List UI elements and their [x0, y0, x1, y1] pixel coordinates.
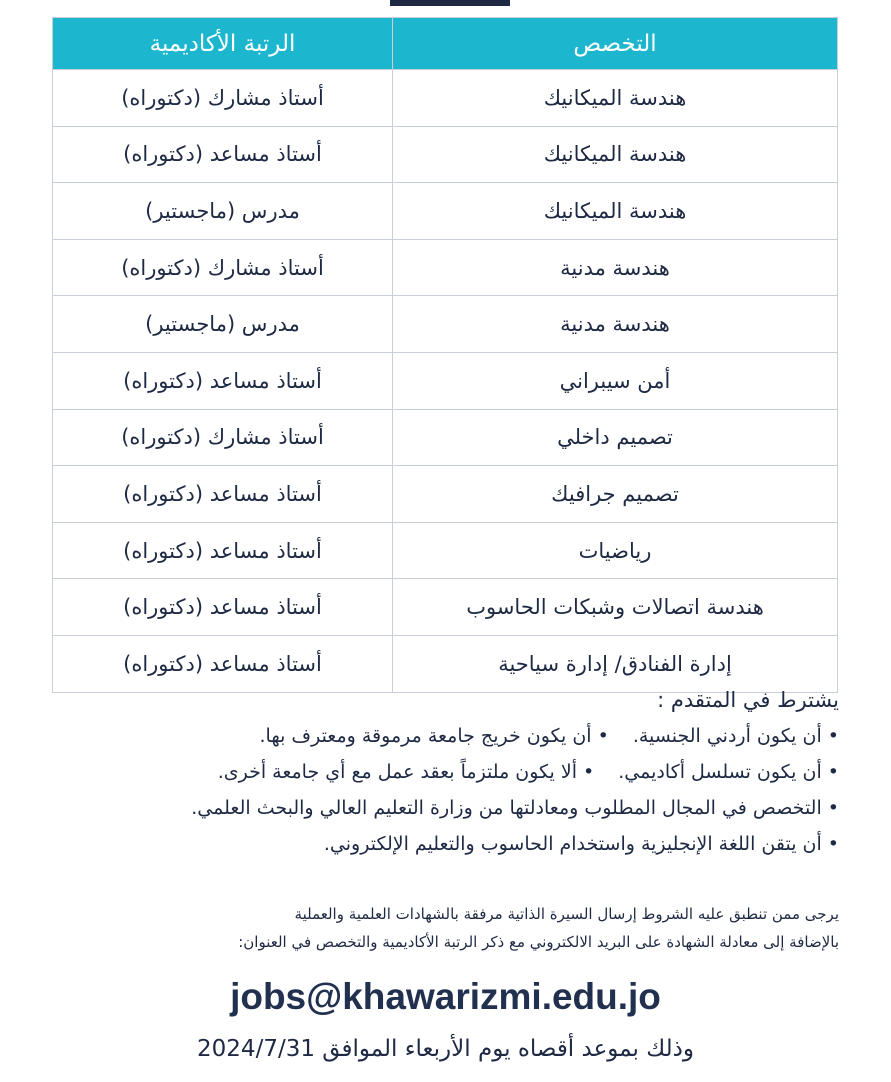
table-row: [53, 183, 838, 240]
requirement-item: • أن يتقن اللغة الإنجليزية واستخدام الحاسوب والتعليم الإلكتروني.: [323, 833, 839, 855]
academic-rank-cell: أستاذ مساعد (دكتوراه): [53, 466, 393, 523]
table-header-row: [53, 18, 838, 70]
table-row: [53, 409, 838, 466]
requirement-line: [0, 718, 839, 754]
table-row: [53, 635, 838, 692]
specialization-cell: تصميم جرافيك: [393, 466, 838, 523]
specialization-cell: رياضيات: [393, 522, 838, 579]
requirements-title: يشترط في المتقدم :: [657, 688, 839, 712]
requirement-item: • ألا يكون ملتزماً بعقد عمل مع أي جامعة أخرى.: [217, 761, 595, 783]
specialization-cell: أمن سيبراني: [393, 352, 838, 409]
academic-rank-cell: أستاذ مساعد (دكتوراه): [53, 522, 393, 579]
academic-rank-cell: أستاذ مشارك (دكتوراه): [53, 239, 393, 296]
requirement-item: • أن يكون أردني الجنسية.: [632, 725, 839, 747]
table-row: [53, 352, 838, 409]
table-row: [53, 296, 838, 353]
email-address[interactable]: jobs@khawarizmi.edu.jo: [230, 976, 661, 1017]
requirement-item: • التخصص في المجال المطلوب ومعادلتها من وزارة التعليم العالي والبحث العلمي.: [191, 797, 839, 819]
academic-rank-cell: مدرس (ماجستير): [53, 183, 393, 240]
table-row: [53, 579, 838, 636]
academic-rank-cell: مدرس (ماجستير): [53, 296, 393, 353]
table-row: [53, 239, 838, 296]
header-academic-rank: الرتبة الأكاديمية: [53, 18, 393, 70]
academic-rank-cell: أستاذ مساعد (دكتوراه): [53, 635, 393, 692]
academic-rank-cell: أستاذ مساعد (دكتوراه): [53, 352, 393, 409]
specialization-cell: هندسة اتصالات وشبكات الحاسوب: [393, 579, 838, 636]
requirement-item: • أن يكون خريج جامعة مرموقة ومعترف بها.: [259, 725, 609, 747]
cropped-heading-fragment: [390, 0, 510, 6]
specialization-cell: هندسة مدنية: [393, 296, 838, 353]
header-specialization: التخصص: [393, 18, 838, 70]
specialization-cell: إدارة الفنادق/ إدارة سياحية: [393, 635, 838, 692]
requirements-section: [0, 688, 839, 862]
table-row: [53, 70, 838, 127]
specialization-cell: تصميم داخلي: [393, 409, 838, 466]
note-line-1: يرجى ممن تنطبق عليه الشروط إرسال السيرة الذاتية مرفقة بالشهادات العلمية والعملية: [294, 905, 839, 923]
academic-rank-cell: أستاذ مساعد (دكتوراه): [53, 579, 393, 636]
specialization-cell: هندسة مدنية: [393, 239, 838, 296]
requirement-item: • أن يكون تسلسل أكاديمي.: [618, 761, 839, 783]
table-row: [53, 466, 838, 523]
application-note: [0, 900, 839, 956]
specialization-cell: هندسة الميكانيك: [393, 183, 838, 240]
academic-rank-cell: أستاذ مشارك (دكتوراه): [53, 409, 393, 466]
academic-rank-cell: أستاذ مشارك (دكتوراه): [53, 70, 393, 127]
specialization-cell: هندسة الميكانيك: [393, 126, 838, 183]
specialization-cell: هندسة الميكانيك: [393, 70, 838, 127]
table-row: [53, 522, 838, 579]
table-row: [53, 126, 838, 183]
requirement-line: [0, 754, 839, 790]
academic-rank-cell: أستاذ مساعد (دكتوراه): [53, 126, 393, 183]
deadline-text: وذلك بموعد أقصاه يوم الأربعاء الموافق 2024/7/31: [197, 1036, 694, 1062]
positions-table: [52, 17, 838, 693]
note-line-2: بالإضافة إلى معادلة الشهادة على البريد الالكتروني مع ذكر الرتبة الأكاديمية والتخصص في العنوان:: [238, 933, 839, 951]
